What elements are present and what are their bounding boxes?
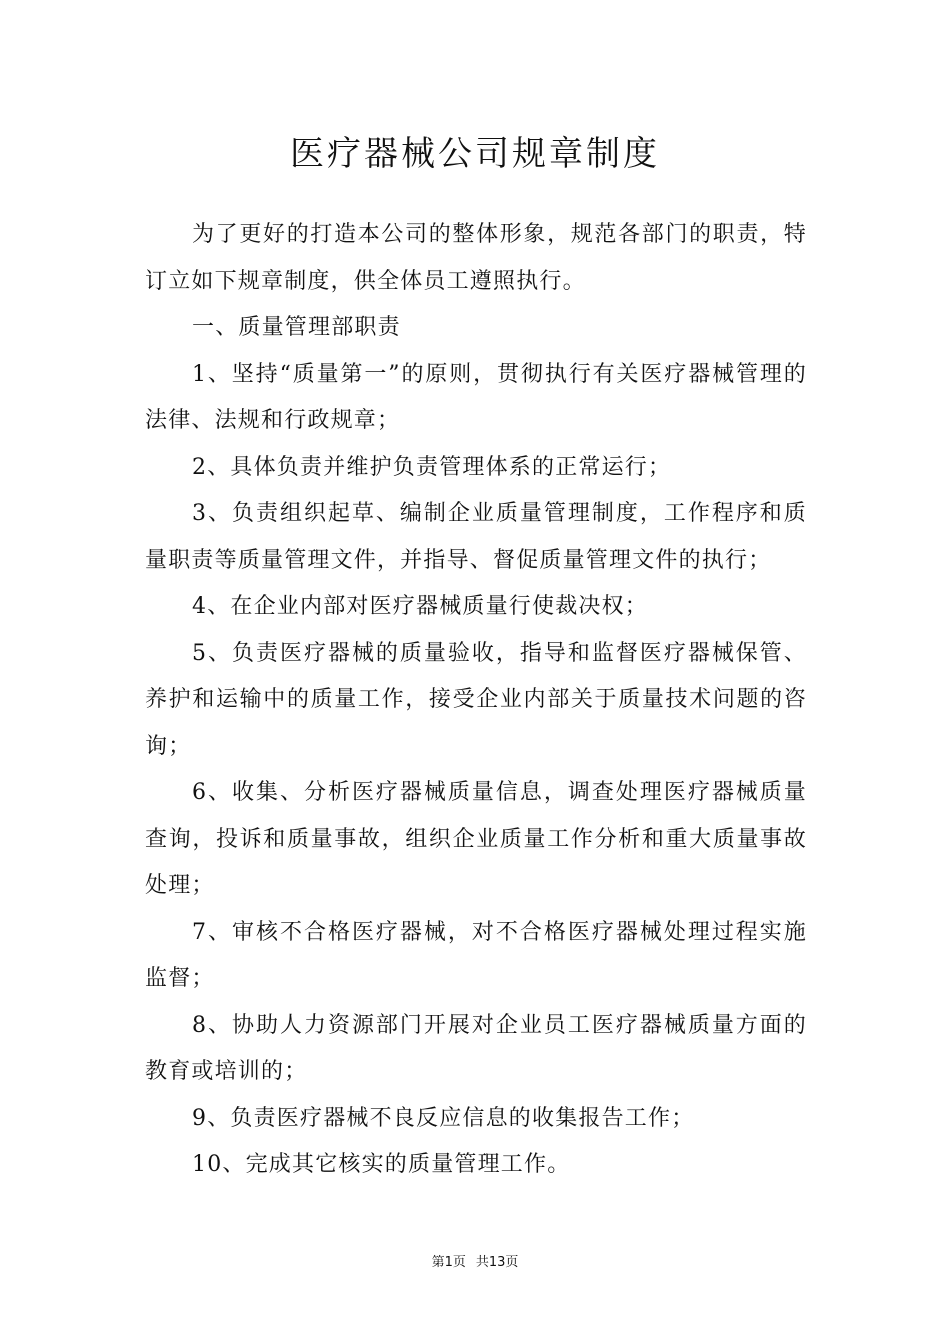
page-total: 共13页 [475,1255,519,1270]
document-title: 医疗器械公司规章制度 [290,134,660,174]
section-heading: 一、质量管理部职责 [192,315,401,340]
intro-paragraph: 为了更好的打造本公司的整体形象，规范各部门的职责，特订立如下规章制度，供全体员工遵照执行。 [145,222,807,294]
list-item: 2、具体负责并维护负责管理体系的正常运行； [192,454,672,480]
page-number: 第1页 [431,1255,466,1270]
list-item: 5、负责医疗器械的质量验收，指导和监督医疗器械保管、养护和运输中的质量工作，接受企业内部关于质量技术问题的咨询； [145,640,807,759]
list-item: 10、完成其它核实的质量管理工作。 [192,1152,571,1177]
list-item: 1、坚持“质量第一”的原则，贯彻执行有关医疗器械管理的法律、法规和行政规章； [145,361,807,433]
list-item: 9、负责医疗器械不良反应信息的收集报告工作； [192,1105,695,1131]
list-item: 4、在企业内部对医疗器械质量行使裁决权； [192,594,648,619]
document-body [145,212,807,1189]
list-item: 8、协助人力资源部门开展对企业员工医疗器械质量方面的教育或培训的； [145,1012,807,1084]
list-item: 3、负责组织起草、编制企业质量管理制度，工作程序和质量职责等质量管理文件，并指导、督促质量管理文件的执行； [145,501,807,573]
list-item: 7、审核不合格医疗器械，对不合格医疗器械处理过程实施监督； [145,919,807,991]
list-item: 6、收集、分析医疗器械质量信息，调查处理医疗器械质量查询，投诉和质量事故，组织企业质量工作分析和重大质量事故处理； [145,780,807,898]
page-footer [0,1254,950,1272]
